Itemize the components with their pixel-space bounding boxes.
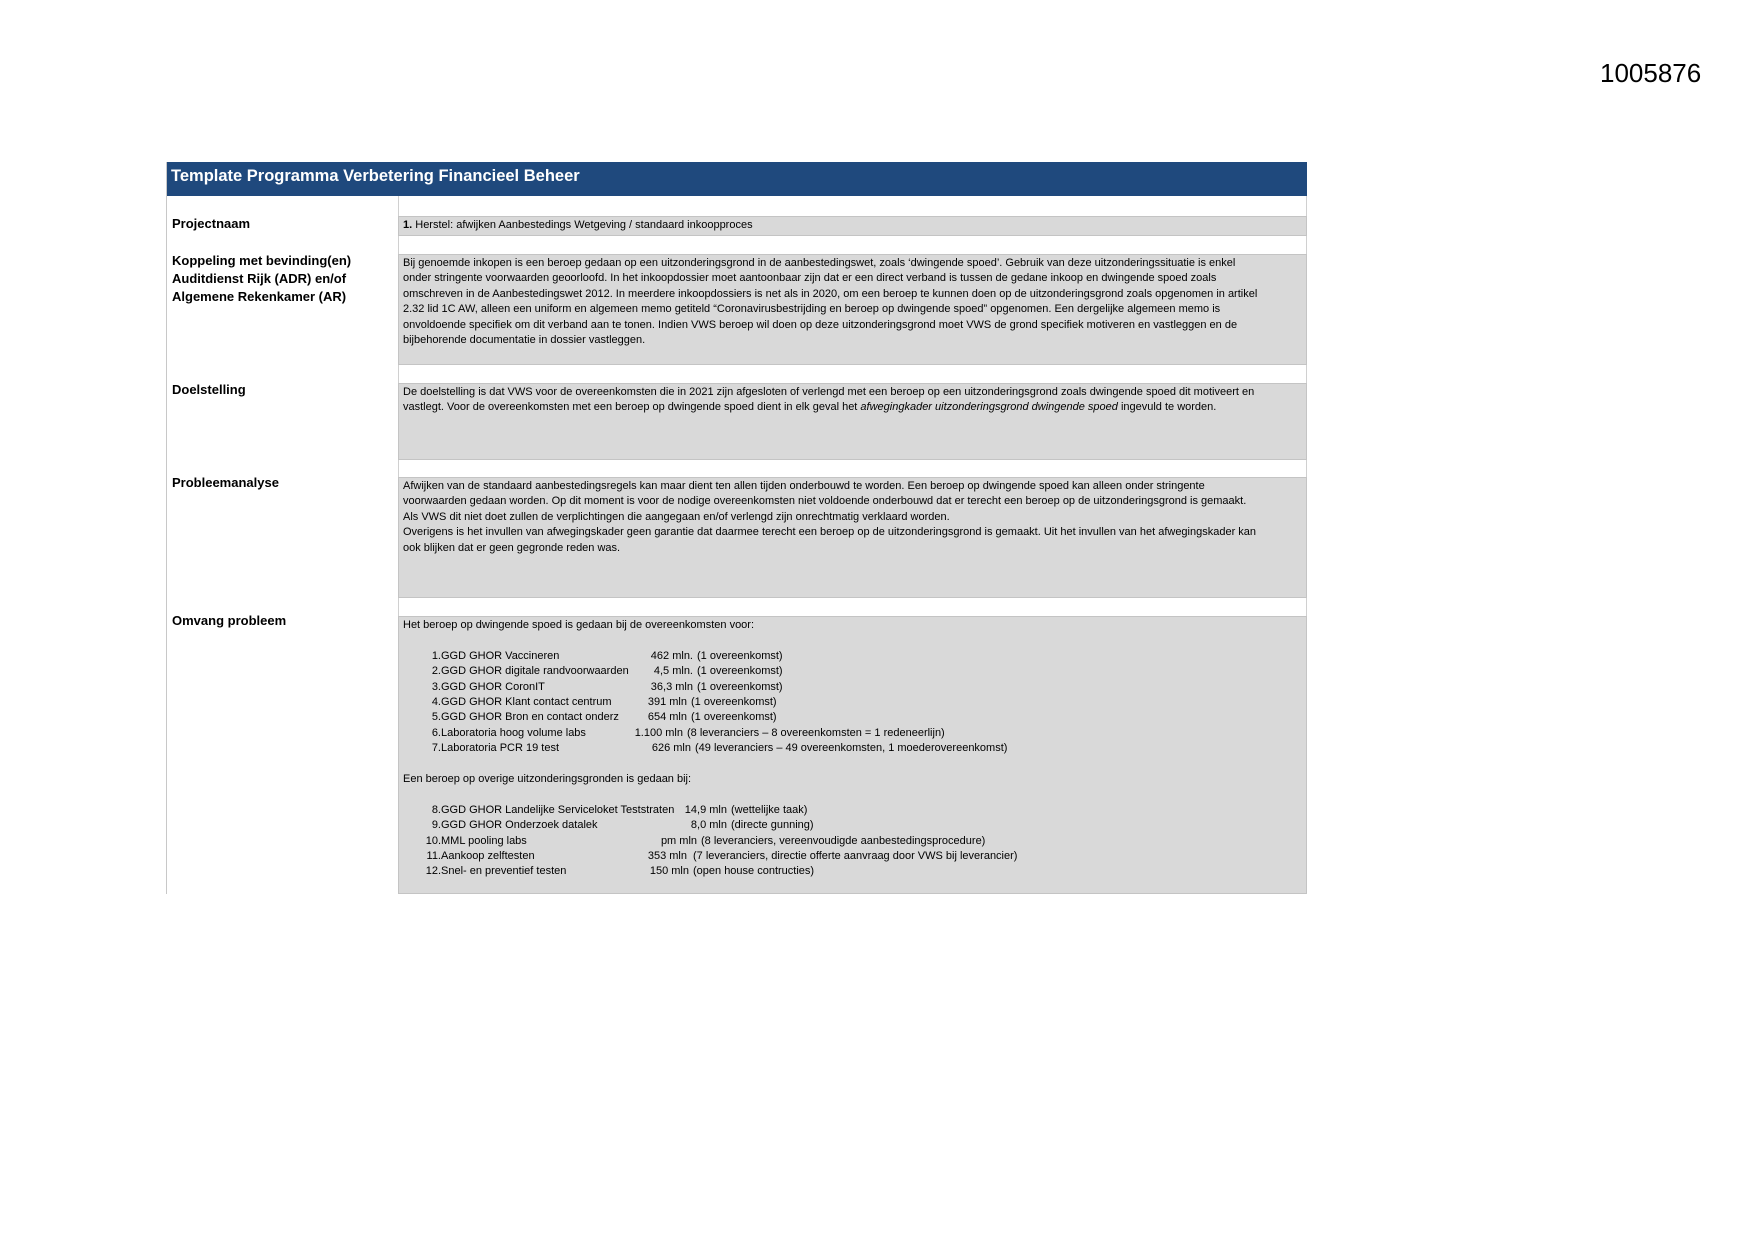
omvang-label: Omvang probleem [172, 613, 287, 628]
doelstelling-label: Doelstelling [172, 382, 246, 397]
list-item: 3. GGD GHOR CoronIT 36,3 mln (1 overeenkomst) [431, 680, 783, 693]
gap [398, 236, 1307, 254]
project-name: Herstel: afwijken Aanbestedings Wetgeving / standaard inkoopproces [415, 219, 753, 231]
gap [398, 598, 1307, 616]
projectnaam-label: Projectnaam [172, 216, 251, 231]
gap [398, 460, 1307, 477]
overeenkomsten-list [403, 649, 1302, 757]
overige-list [403, 803, 1302, 880]
list-item: 5. GGD GHOR Bron en contact onderz 654 mln (1 overeenkomst) [431, 711, 777, 724]
sheet-title: Template Programma Verbetering Financieel Beheer [167, 162, 1307, 196]
omvang-value: Het beroep op dwingende spoed is gedaan bij de overeenkomsten voor: 1. GGD GHOR Vaccineren 462 mln. (1 overeenkomst) 2. GGD GHOR digitale randvoorwaarden 4,5 mln. (1 overeenkomst) 3. GGD GHOR CoronIT 36,3 mln (1 overeenkomst) 4. GGD GHOR Klant contact centrum 391 mln (1 overeenkomst) 5. GGD GHOR Bron en contact onderz 654 mln (1 overeenkomst) 6. Laboratoria hoog volume labs 1.100 mln (8 leveranciers – 8 overeenkomsten = 1 redeneerlijn) 7. Laboratoria PCR 19 test 626 mln (49 leveranciers – 49 overeenkomsten, 1 moederovereenkomst) Een beroep op overige uitzonderingsgronden is gedaan bij: 8. GGD GHOR Landelijke Serviceloket Teststraten 14,9 mln (wettelijke taak) 9. GGD GHOR Onderzoek datalek 8,0 mln (directe gunning) 10. MML pooling labs pm mln (8 leveranciers, vereenvoudigde aanbestedingsprocedure) 11. Aankoop zelftesten 353 mln (7 leveranciers, directie offerte aanvraag door VWS bij leverancier) 12. Snel- en preventief testen 150 mln (open house contructies) [398, 616, 1307, 894]
probleemanalyse-value: Afwijken van de standaard aanbestedingsregels kan maar dient ten allen tijden onderbouwd te worden. Een beroep op dwingende spoed kan alleen onder stringente voorwaarden gedaan worden. Op dit moment is voor de nodige overeenkomsten niet voldoende onderbouwd dat er terecht een beroep op de uitzonderingsgrond is gemaakt. Als VWS dit niet doet zullen de verplichtingen die aangegaan en/of verlengd zijn onrechtmatig verklaard worden. Overigens is het invullen van afwegingskader geen garantie dat daarmee terecht een beroep op de uitzonderingsgrond is gemaakt. Uit het invullen van het afwegingskader kan ook blijken dat er geen gegronde reden was. [398, 477, 1307, 598]
gap [398, 196, 1307, 216]
gap [398, 365, 1307, 383]
probleemanalyse-label: Probleemanalyse [172, 475, 279, 490]
document-id: 1005876 [1600, 58, 1702, 88]
list-item: 9. GGD GHOR Onderzoek datalek 8,0 mln (directe gunning) [431, 819, 814, 832]
list-item: 12. Snel- en preventief testen 150 mln (open house contructies) [425, 865, 815, 878]
list-item: 11. Aankoop zelftesten 353 mln (7 leveranciers, directie offerte aanvraag door VWS bij leverancier) [426, 849, 1018, 862]
list-item: 6. Laboratoria hoog volume labs 1.100 mln (8 leveranciers – 8 overeenkomsten = 1 redeneerlijn) [431, 726, 945, 739]
template-sheet [166, 162, 1307, 894]
list-item: 10. MML pooling labs pm mln (8 leveranciers, vereenvoudigde aanbestedingsprocedure) [425, 834, 986, 847]
koppeling-label: Koppeling met bevinding(en) Auditdienst Rijk (ADR) en/of Algemene Rekenkamer (AR) [172, 253, 352, 304]
doelstelling-value: De doelstelling is dat VWS voor de overeenkomsten die in 2021 zijn afgesloten of verlengd met een beroep op een uitzonderingsgrond zoals dwingende spoed dit motiveert en vastlegt. Voor de overeenkomsten met een beroep op dwingende spoed dient in elk geval het afwegingkader uitzonderingsgrond dwingende spoed ingevuld te worden. [398, 383, 1307, 460]
list-item: 7. Laboratoria PCR 19 test 626 mln (49 leveranciers – 49 overeenkomsten, 1 moederovereenkomst) [431, 742, 1008, 755]
project-number: 1. [403, 219, 413, 231]
koppeling-value: Bij genoemde inkopen is een beroep gedaan op een uitzonderingsgrond in de aanbestedingswet, zoals ‘dwingende spoed’. Gebruik van deze uitzonderingssituatie is enkel onder stringente voorwaarden geoorloofd. In het inkoopdossier moet aantoonbaar zijn dat er een direct verband is tussen de gedane inkoop en dwingende spoed zoals omschreven in de Aanbestedingswet 2012. In meerdere inkoopdossiers is net als in 2020, om een beroep te kunnen doen op de uitzonderingsgrond zoals opgenomen in artikel 2.32 lid 1C AW, alleen een uniform en algemeen memo getiteld “Coronavirusbestrijding en beroep op dwingende spoed” opgenomen. Een dergelijke algemeen memo is onvoldoende specifiek om dit verband aan te tonen. Indien VWS beroep wil doen op deze uitzonderingsgrond moet VWS de grond specifiek motiveren en vastleggen en de bijbehorende documentatie in dossier vastleggen. [398, 254, 1307, 365]
list-item: 4. GGD GHOR Klant contact centrum 391 mln (1 overeenkomst) [431, 695, 777, 708]
list-item: 8. GGD GHOR Landelijke Serviceloket Teststraten 14,9 mln (wettelijke taak) [431, 803, 808, 816]
list-item: 1. GGD GHOR Vaccineren 462 mln. (1 overeenkomst) [431, 649, 783, 662]
projectnaam-value [398, 216, 1307, 236]
list-item: 2. GGD GHOR digitale randvoorwaarden 4,5 mln. (1 overeenkomst) [431, 665, 783, 678]
